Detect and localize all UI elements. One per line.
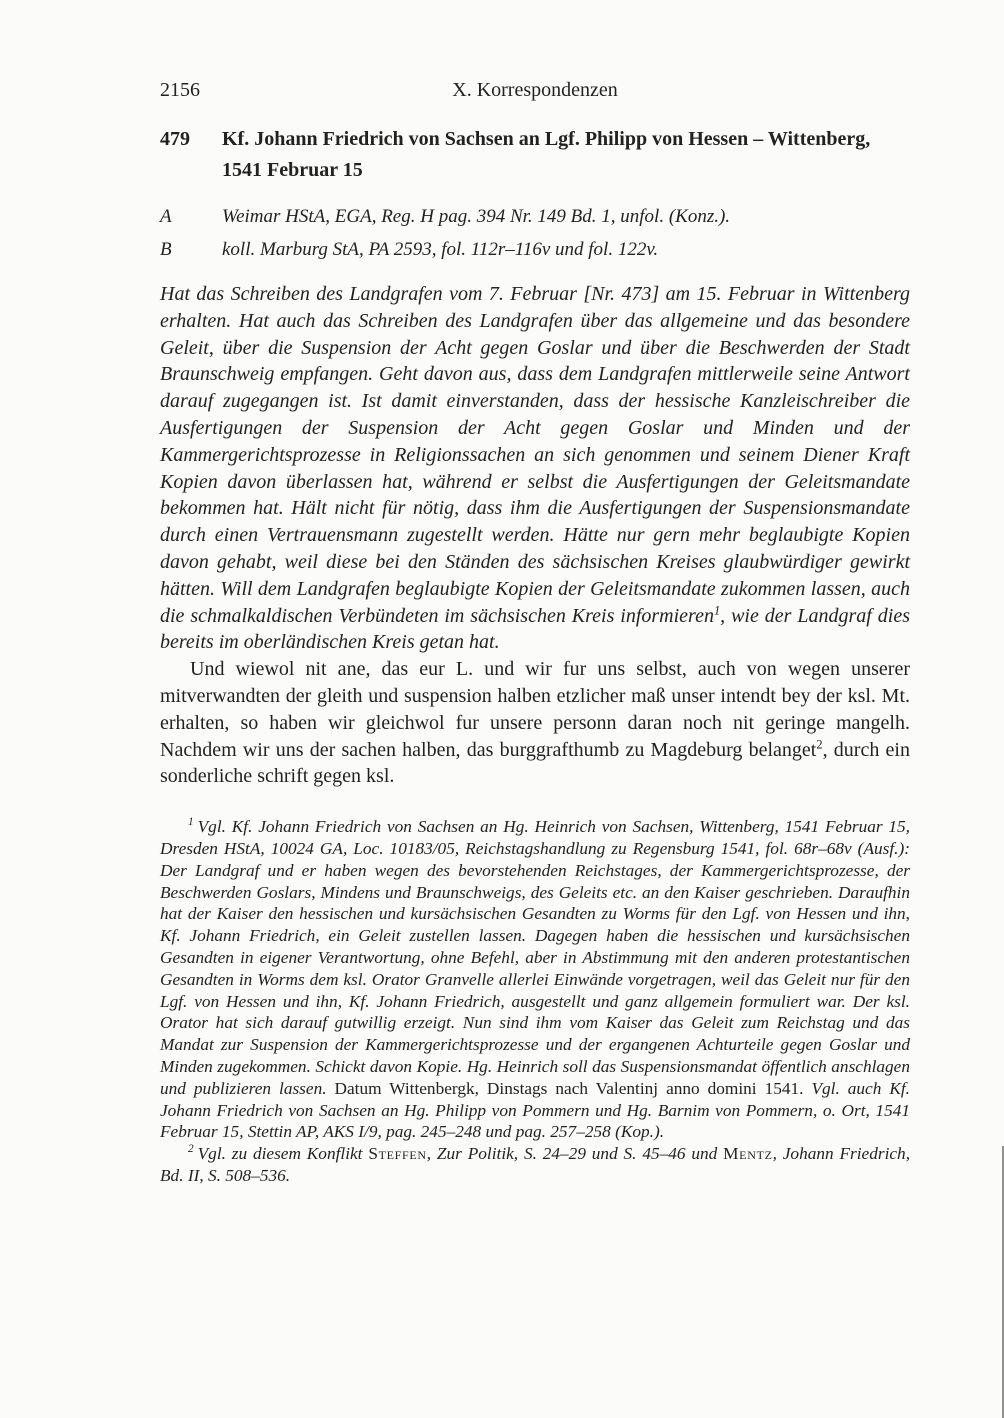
footnote-2-title-1: , Zur Politik, S. 24–29 und S. 45–46 und	[426, 1144, 724, 1164]
letter-text: Und wiewol nit ane, das eur L. und wir fur uns selbst, auch von wegen unserer mitverwandten der gleith und suspension halben etzlicher maß unser intendt bey der ksl. Mt. erhalten, so haben wir gleichwol fur unsere personn daran noch nit geringe mangelh. Nachdem wir uns der sachen halben, das burggrafthumb zu Magdeburg belanget	[160, 658, 910, 761]
running-head: X. Korrespondenzen	[452, 79, 618, 101]
document-number: 479	[160, 128, 190, 150]
footnote-2-title-2: , Johann Friedrich, Bd. II, S. 508–536.	[160, 1144, 911, 1185]
source-text-a: Weimar HStA, EGA, Reg. H pag. 394 Nr. 149 Bd. 1, unfol. (Konz.).	[222, 206, 731, 227]
footnote-2-text: Vgl. zu diesem Konflikt	[197, 1144, 369, 1164]
document-heading	[160, 124, 910, 186]
page-number: 2156	[160, 79, 200, 101]
footnote-2-marker: 2	[188, 1143, 194, 1156]
footnote-ref-1: 1	[713, 602, 721, 617]
regest-text-after-note: , wie der Landgraf dies bereits im oberländischen Kreis getan hat.	[160, 604, 910, 654]
page-header	[160, 78, 910, 102]
source-row-a	[160, 200, 910, 233]
letter-text-paragraph	[160, 656, 910, 790]
regest-paragraph	[160, 281, 910, 656]
footnote-ref-2: 2	[816, 736, 823, 751]
source-siglum-b: B	[160, 239, 172, 260]
regest-text: Hat das Schreiben des Landgrafen vom 7. Februar [Nr. 473] am 15. Februar in Wittenberg erhalten. Hat auch das Schreiben des Landgrafen über das allgemeine und das besondere Geleit, über die Suspension der Acht gegen Goslar und über die Beschwerden der Stadt Braunschweig empfangen. Geht davon aus, dass dem Landgrafen mittlerweile seine Antwort darauf zugegangen ist. Ist damit einverstanden, dass der hessische Kanzleischreiber die Ausfertigungen der Suspension der Acht gegen Goslar und Minden und der Kammergerichtsprozesse in Religionssachen an sich genommen und seinem Diener Kraft Kopien davon überlassen hat, während er selbst die Ausfertigungen der Geleitsmandate bekommen hat. Hält nicht für nötig, dass ihm die Ausfertigungen der Suspensionsmandate durch einen Vertrauensmann zugestellt werden. Hätte nur gern mehr beglaubigte Kopien davon gehabt, weil diese bei den Ständen des sächsischen Kreises glaubwürdiger gewirkt hätten. Will dem Landgrafen beglaubigte Kopien der Geleitsmandate zukommen lassen, auch die schmalkaldischen Verbündeten im sächsischen Kreis informieren	[160, 283, 910, 627]
footnote-1-regest: Vgl. Kf. Johann Friedrich von Sachsen an Hg. Heinrich von Sachsen, Wittenberg, 1541 Februar 15, Dresden HStA, 10024 GA, Loc. 10183/05, Reichstagshandlung zu Regensburg 1541, fol. 68r–68v (Ausf.): Der Landgraf und er haben wegen des bevorstehenden Reichstages, der Kammergerichtsprozesse, der Beschwerden Goslars, Mindens und Braunschweigs, des Geleits etc. an den Kaiser geschrieben. Daraufhin hat der Kaiser den hessischen und kursächsischen Gesandten zu Worms für den Lgf. von Hessen und ihn, Kf. Johann Friedrich, ein Geleit zustellen lassen. Dagegen haben die hessischen und kursächsischen Gesandten in eigener Verantwortung, ohne Befehl, aber in Abstimmung mit den anderen protestantischen Gesandten in Worms dem ksl. Orator Granvelle allerlei Einwände vorgetragen, weil das Geleit nur für den Lgf. von Hessen und ihn, Kf. Johann Friedrich, ausgestellt und ganz allgemein formuliert war. Der ksl. Orator hat sich darauf gutwillig erzeigt. Nun sind ihm vom Kaiser das Geleit zum Reichstag und das Mandat zur Suspension der Kammergerichtsprozesse und der ergangenen Achturteile gegen Goslar und Minden zugekommen. Schickt davon Kopie. Hg. Heinrich soll das Suspensionsmandat öffentlich anschlagen und publizieren lassen.	[160, 817, 910, 1098]
source-list	[160, 200, 910, 266]
footnote-1-quotation: Datum Wittenbergk, Dinstags nach Valentinj anno domini 1541.	[326, 1078, 812, 1098]
footnote-1-marker: 1	[188, 816, 194, 829]
footnote-2-author-mentz: Mentz	[723, 1144, 773, 1164]
source-row-b	[160, 233, 910, 266]
footnote-2-author-steffen: Steffen	[368, 1144, 427, 1164]
source-siglum-a: A	[160, 206, 172, 227]
footnote-2	[160, 1143, 910, 1187]
footnote-1-reference: Vgl. auch Kf. Johann Friedrich von Sachsen an Hg. Philipp von Pommern und Hg. Barnim von Pommern, o. Ort, 1541 Februar 15, Stettin AP, AKS I/9, pag. 245–248 und pag. 257–258 (Kop.).	[160, 1078, 911, 1142]
letter-text-after-note: , durch ein sonderliche schrift gegen ksl.	[160, 738, 910, 788]
document-title: Kf. Johann Friedrich von Sachsen an Lgf. Philipp von Hessen – Wittenberg, 1541 Februar 15	[222, 128, 871, 181]
source-text-b: koll. Marburg StA, PA 2593, fol. 112r–116v und fol. 122v.	[222, 239, 659, 260]
footnote-1	[160, 816, 910, 1143]
footnotes-section	[160, 816, 910, 1187]
